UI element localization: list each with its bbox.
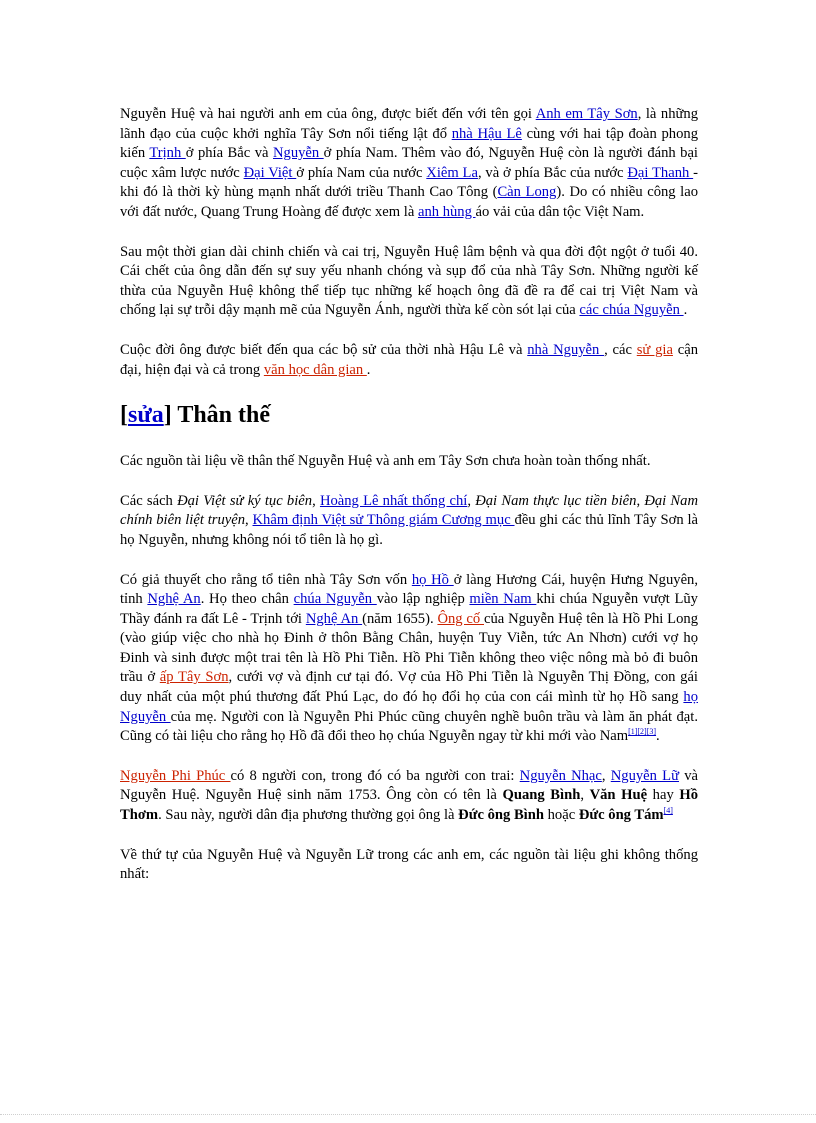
- bracket-open: [: [120, 402, 128, 429]
- text: Về thứ tự của Nguyễn Huệ và Nguyễn Lữ trong các anh em, các nguồn tài liệu ghi không thống nhất:: [120, 846, 698, 883]
- link-kham-dinh-viet-su[interactable]: Khâm định Việt sử Thông giám Cương mục: [252, 512, 515, 529]
- link-can-long[interactable]: Càn Long: [497, 184, 557, 201]
- link-nghe-an-2[interactable]: Nghệ An: [305, 610, 363, 627]
- text: ,: [312, 492, 320, 509]
- text: - khi đó là thời kỳ hùng mạnh nhất dưới triều Thanh Cao Tông (: [120, 164, 698, 201]
- text: Sau một thời gian dài chinh chiến và cai trị, Nguyễn Huệ lâm bệnh và qua đời đột ngột ở tuổi 40. Cái chết của ông dẫn đến sự suy yếu nhanh chóng và sụp đổ của nhà Tây Sơn. Những người kế thừa của Nguyễn Huệ không thể tiếp tục những kế hoạch ông đã đề ra để cai trị Việt Nam và chống lại sự trỗi dậy mạnh mẽ của Nguyễn Ánh, người thừa kế còn sót lại của: [120, 243, 698, 319]
- link-mien-nam[interactable]: miền Nam: [469, 591, 537, 608]
- text: ở phía Bắc và: [185, 145, 273, 162]
- link-van-hoc-dan-gian[interactable]: văn học dân gian: [263, 361, 367, 378]
- link-chua-nguyen[interactable]: chúa Nguyễn: [293, 591, 377, 608]
- bold-name: Quang Bình: [502, 787, 581, 804]
- text: cận đại, hiện đại và cả trong: [120, 341, 698, 378]
- citation-link-1[interactable]: [1]: [628, 727, 638, 737]
- link-anh-em-tay-son[interactable]: Anh em Tây Sơn: [535, 106, 638, 122]
- link-nha-hau-le[interactable]: nhà Hậu Lê: [451, 125, 522, 142]
- bold-name: Đức ông Bình: [458, 807, 544, 824]
- text: , các: [604, 341, 637, 358]
- bold-name: Hồ Thơm: [120, 787, 699, 824]
- paragraph-origin-sources: [120, 452, 698, 472]
- paragraph-children: [120, 767, 698, 826]
- text: .: [656, 728, 660, 745]
- paragraph-hypothesis: [120, 571, 698, 747]
- text: , và ở phía Bắc của nước: [477, 164, 628, 181]
- text: cùng với hai tập đoàn phong kiến: [120, 125, 698, 162]
- citation: [628, 727, 656, 736]
- text: hay: [647, 787, 680, 804]
- paragraph-order: [120, 846, 698, 885]
- section-title: Thân thế: [171, 402, 271, 429]
- bold-name: Đức ông Tám: [578, 807, 664, 824]
- link-ho-nguyen[interactable]: họ Nguyễn: [120, 689, 698, 725]
- text: . Sau này, người dân địa phương thường gọi ông là: [158, 807, 459, 824]
- text: khi chúa Nguyễn vượt Lũy Thầy đánh ra đất Lê - Trịnh tới: [120, 591, 698, 627]
- paragraph-sources: [120, 341, 698, 380]
- text: . Họ theo chân: [200, 591, 294, 608]
- edit-section-link[interactable]: sửa: [128, 402, 164, 429]
- text: ,: [467, 492, 476, 509]
- text: và Nguyễn Huệ. Nguyễn Huệ sinh năm 1753. Ông còn có tên là: [120, 767, 698, 804]
- link-nha-nguyen[interactable]: nhà Nguyễn: [527, 341, 605, 358]
- text: Có giả thuyết cho rằng tổ tiên nhà Tây Sơn vốn: [120, 571, 412, 588]
- link-xiem-la[interactable]: Xiêm La: [426, 164, 478, 181]
- link-trinh[interactable]: Trịnh: [149, 145, 186, 162]
- text: ,: [580, 787, 590, 804]
- page-bottom-divider: [0, 1114, 816, 1115]
- link-nguyen-phi-phuc[interactable]: Nguyễn Phi Phúc: [120, 767, 231, 784]
- citation: [664, 806, 673, 815]
- text: Nguyễn Huệ và hai người anh em của ông, được biết đến với tên gọi: [120, 106, 536, 122]
- book-title: Đại Nam chính biên liệt truyện: [120, 492, 698, 529]
- text: hoặc: [543, 807, 579, 824]
- link-ong-co[interactable]: Ông cố: [437, 610, 484, 627]
- link-nghe-an[interactable]: Nghệ An: [147, 591, 201, 608]
- link-nguyen[interactable]: Nguyễn: [272, 145, 324, 162]
- citation-link-2[interactable]: [2]: [637, 727, 647, 737]
- link-nguyen-nhac[interactable]: Nguyễn Nhạc: [519, 767, 602, 784]
- link-su-gia[interactable]: sử gia: [636, 341, 673, 358]
- text: .: [683, 302, 688, 319]
- text: (năm 1655).: [362, 610, 438, 627]
- text: vào lập nghiệp: [376, 591, 470, 608]
- text: ở phía Nam của nước: [296, 164, 427, 181]
- link-dai-thanh[interactable]: Đại Thanh: [627, 164, 694, 181]
- book-title: Đại Nam thực lục tiền biên: [475, 492, 637, 509]
- text: Các sách: [120, 492, 178, 509]
- paragraph-death: [120, 243, 698, 321]
- paragraph-books: [120, 492, 698, 551]
- section-heading: [120, 400, 698, 430]
- paragraph-intro: [120, 105, 698, 223]
- link-nguyen-lu[interactable]: Nguyễn Lữ: [610, 767, 679, 784]
- text: ). Do có nhiều công lao với đất nước, Quang Trung Hoàng đế được xem là: [120, 184, 699, 220]
- bracket-close: ]: [163, 402, 172, 429]
- link-anh-hung[interactable]: anh hùng: [417, 203, 476, 220]
- link-dai-viet[interactable]: Đại Việt: [243, 164, 297, 181]
- text: ,: [245, 512, 253, 529]
- text: ,: [601, 767, 611, 784]
- text: ở làng Hương Cái, huyện Hưng Nguyên, tỉnh: [120, 571, 698, 608]
- book-title: Đại Việt sử ký tục biên: [177, 492, 313, 509]
- text: ở phía Nam. Thêm vào đó, Nguyễn Huệ còn là người đánh bại cuộc xâm lược nước: [120, 145, 698, 181]
- text: ,: [636, 492, 645, 509]
- bold-name: Văn Huệ: [589, 787, 648, 804]
- link-ho-ho[interactable]: họ Hồ: [411, 571, 454, 588]
- text: có 8 người con, trong đó có ba người con trai:: [230, 767, 520, 784]
- text: của mẹ. Người con là Nguyễn Phi Phúc cũng chuyên nghề buôn trầu và làm ăn phát đạt. Cũng có tài liệu cho rằng họ Hồ đã đổi theo họ chúa Nguyễn ngay từ khi mới vào Nam: [120, 708, 698, 745]
- text: của Nguyễn Huệ tên là Hồ Phi Long (vào giúp việc cho nhà họ Đinh ở thôn Bằng Chân, huyện Tuy Viễn, tức An Nhơn) cưới vợ họ Đinh và sinh được một trai tên là Hồ Phi Tiễn. Hồ Phi Tiễn không theo việc nông mà bỏ đi buôn trầu ở: [120, 610, 698, 686]
- text: , cưới vợ và định cư tại đó. Vợ của Hồ Phi Tiễn là Nguyễn Thị Đồng, con gái duy nhất của một phú thương đất Phú Lạc, do đó họ đổi họ của con cái mình từ họ Hồ sang: [120, 669, 698, 706]
- citation-link-3[interactable]: [3]: [646, 727, 657, 737]
- text: Các nguồn tài liệu về thân thế Nguyễn Huệ và anh em Tây Sơn chưa hoàn toàn thống nhất.: [120, 453, 651, 470]
- text: đều ghi các thủ lĩnh Tây Sơn là họ Nguyễn, nhưng không nói tổ tiên là họ gì.: [120, 512, 698, 548]
- link-hoang-le-nhat-thong-chi[interactable]: Hoàng Lê nhất thống chí: [319, 492, 468, 509]
- link-ap-tay-son[interactable]: ấp Tây Sơn: [159, 669, 229, 686]
- text: .: [366, 361, 371, 378]
- text: áo vải của dân tộc Việt Nam.: [475, 203, 645, 220]
- text: , là những lãnh đạo của cuộc khởi nghĩa Tây Sơn nổi tiếng lật đổ: [120, 106, 698, 142]
- link-cac-chua-nguyen[interactable]: các chúa Nguyễn: [579, 302, 684, 319]
- text: Cuộc đời ông được biết đến qua các bộ sử của thời nhà Hậu Lê và: [120, 341, 528, 358]
- citation-link-4[interactable]: [4]: [663, 806, 673, 816]
- article-body: [120, 105, 698, 905]
